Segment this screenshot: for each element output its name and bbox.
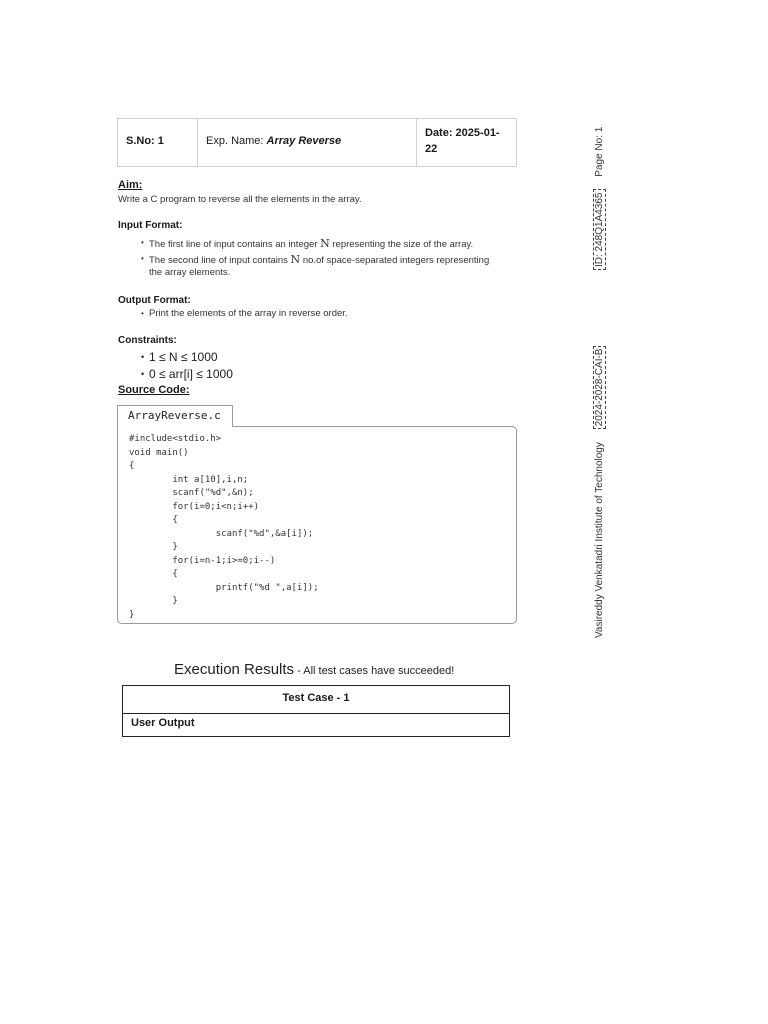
input-format-item-2-cont: the array elements. bbox=[149, 267, 231, 278]
output-format-heading: Output Format: bbox=[118, 295, 191, 306]
input-item2-text: The second line of input contains bbox=[149, 255, 288, 266]
margin-id-page bbox=[594, 127, 605, 270]
input-format-item-1 bbox=[149, 237, 473, 250]
code-block bbox=[117, 426, 517, 624]
test-case-header bbox=[122, 685, 510, 714]
student-id: ID: 248Q1A4365 bbox=[593, 190, 606, 271]
aim-heading: Aim: bbox=[118, 179, 143, 191]
code-text: #include<stdio.h> void main() { int a[10],i,n; scanf("%d",&n); for(i=0;i<n;i++) { scanf("%d",&a[i]); } for(i=n-1;i>=0;i--) { printf("%d ",a[i]); } } bbox=[129, 434, 319, 620]
file-tab-label: ArrayReverse.c bbox=[128, 409, 221, 422]
input-item1-text-end: representing the size of the array. bbox=[332, 239, 474, 250]
source-code-heading: Source Code: bbox=[118, 384, 190, 396]
sno-text: S.No: 1 bbox=[126, 135, 164, 147]
exp-name-cell bbox=[198, 119, 417, 166]
margin-institute-batch bbox=[594, 346, 605, 638]
test-case-label: Test Case - 1 bbox=[282, 692, 350, 704]
constraints-heading: Constraints: bbox=[118, 335, 177, 346]
page-number: Page No: 1 bbox=[594, 126, 605, 177]
input-item1-text: The first line of input contains an integer bbox=[149, 239, 318, 250]
output-format-item-1: • Print the elements of the array in reverse order. bbox=[149, 308, 348, 319]
user-output-row bbox=[122, 713, 510, 737]
constraint-1: • 1 ≤ N ≤ 1000 bbox=[149, 350, 218, 364]
date-cell bbox=[417, 119, 516, 166]
input-item2-var: N bbox=[290, 253, 301, 266]
exp-name-text bbox=[206, 135, 341, 147]
aim-text: Write a C program to reverse all the elements in the array. bbox=[118, 194, 362, 205]
input-format-heading: Input Format: bbox=[118, 220, 183, 231]
exp-name-label: Exp. Name: bbox=[206, 135, 267, 147]
date-line-2: 22 bbox=[425, 143, 438, 155]
input-item2-text-end: no.of space-separated integers representing bbox=[302, 255, 490, 266]
institute-name: Vasireddy Venkatadri Institute of Technology bbox=[594, 442, 605, 638]
date-line-1: Date: 2025-01- bbox=[425, 127, 500, 139]
execution-results-title bbox=[174, 661, 454, 678]
input-item1-var: N bbox=[320, 237, 330, 250]
execution-results-heading: Execution Results bbox=[174, 661, 295, 678]
batch-code: 2024-2028-CAI-B bbox=[593, 346, 606, 430]
exp-name-value: Array Reverse bbox=[266, 135, 342, 147]
file-tab[interactable] bbox=[117, 405, 233, 427]
user-output-label: User Output bbox=[131, 717, 195, 729]
input-format-item-2 bbox=[149, 253, 489, 266]
header-table bbox=[117, 118, 517, 167]
execution-results-subtitle: - All test cases have succeeded! bbox=[294, 665, 455, 677]
sno-cell bbox=[118, 119, 198, 166]
constraint-2: • 0 ≤ arr[i] ≤ 1000 bbox=[149, 367, 233, 381]
